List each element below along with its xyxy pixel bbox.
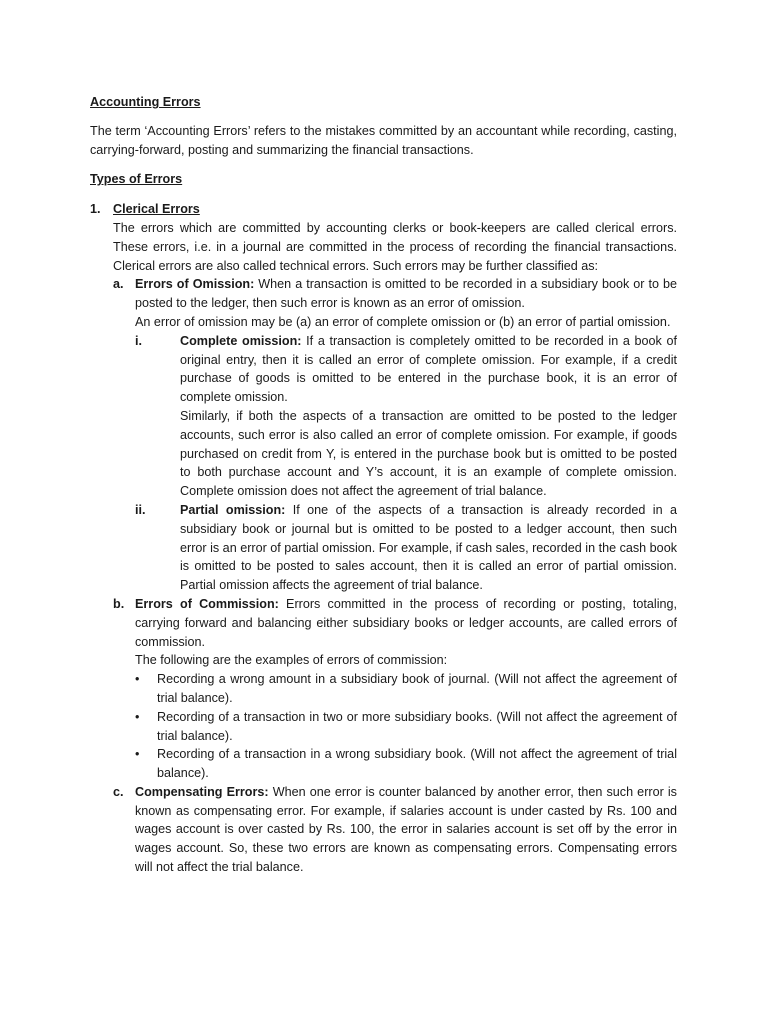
bullet-icon: • [135,672,140,687]
partial-omission-text: If one of the aspects of a transaction is already recorded in a subsidiary book or journal but is omitted to be posted to a ledger account, then such error is an error of partial omission. For example, if cash sales, recorded in the cash book is omitted to be posted to sales account, then it is called an error of partial omission. Partial omission affects the agreement of trial balance. [180,502,677,593]
bullet-text: Recording of a transaction in a wrong subsidiary book. (Will not affect the agreement of trial balance). [157,747,677,781]
list-item-complete-omission [135,332,677,501]
bullet-icon: • [135,747,140,762]
partial-omission-paragraph [180,501,677,595]
partial-omission-term: Partial omission: [180,502,286,517]
clerical-errors-heading: Clerical Errors [113,202,200,217]
commission-term: Errors of Commission: [135,596,279,611]
compensating-text: When one error is counter balanced by another error, then such error is known as compensating error. For example, if salaries account is under casted by Rs. 100 and wages account is over casted by Rs. 100, the error in salaries account is set off by the error in wages account. So, these two errors are known as compensating errors. Compensating errors will not affect the trial balance. [135,784,677,875]
list-item-errors-of-omission [113,275,677,595]
list-marker: 1. [90,202,101,217]
bullet-text: Recording a wrong amount in a subsidiary book of journal. (Will not affect the agreement of trial balance). [157,672,677,705]
spacer [90,159,677,170]
list-marker: b. [113,596,125,611]
commission-text: Errors committed in the process of recording or posting, totaling, carrying forward and balancing either subsidiary books or ledger accounts, are called errors of commission. [135,596,678,649]
list-item-errors-of-commission [113,595,677,783]
omission-paragraph [135,275,677,313]
omission-term: Errors of Omission: [135,277,255,292]
bullet-item [135,745,677,783]
document-title: Accounting Errors [90,95,201,109]
list-marker: i. [135,333,142,348]
list-marker: ii. [135,502,146,517]
list-item-partial-omission [135,501,677,595]
list-item-compensating-errors [113,783,677,877]
list-item-clerical-errors [90,200,677,877]
compensating-paragraph [135,783,677,877]
commission-paragraph [135,595,677,651]
complete-omission-text: If a transaction is completely omitted to be recorded in a book of original entry, then it is called an error of complete omission. For example, if a credit purchase of goods is omitted to be entered in the purchase book, it is an error of complete omission. [180,333,678,405]
commission-text-2: The following are the examples of errors of commission: [135,653,448,668]
list-marker: c. [113,784,124,799]
complete-omission-term: Complete omission: [180,333,302,348]
omission-text: When a transaction is omitted to be recorded in a subsidiary book or to be posted to the ledger, then such error is known as an error of omission. [135,277,677,311]
complete-omission-text-2: Similarly, if both the aspects of a transaction are omitted to be posted to the ledger accounts, such error is also called an error of complete omission. For example, if goods purchased on credit from Y, is entered in the purchase book but is omitted to be posted to both purchase account and Y’s account, it is an example of complete omission. Complete omission does not affect the agreement of trial balance. [180,408,677,499]
compensating-term: Compensating Errors: [135,784,269,799]
bullet-item [135,670,677,708]
clerical-errors-text: The errors which are committed by accounting clerks or book-keepers are called clerical errors. These errors, i.e. in a journal are committed in the process of recording the financial transactions. Clerical errors are also called technical errors. Such errors may be further classified as: [113,220,677,273]
bullet-item [135,708,677,746]
spacer [90,112,677,122]
intro-paragraph: The term ‘Accounting Errors’ refers to the mistakes committed by an accountant while recording, casting, carrying-forward, posting and summarizing the financial transactions. [90,123,677,157]
types-heading: Types of Errors [90,172,183,187]
complete-omission-paragraph [180,332,677,407]
omission-text-2: An error of omission may be (a) an error of complete omission or (b) an error of partial omission. [135,314,671,329]
document-page [90,93,677,877]
bullet-icon: • [135,709,140,724]
bullet-text: Recording of a transaction in two or more subsidiary books. (Will not affect the agreement of trial balance). [157,709,677,743]
list-marker: a. [113,277,124,292]
spacer [90,189,677,200]
